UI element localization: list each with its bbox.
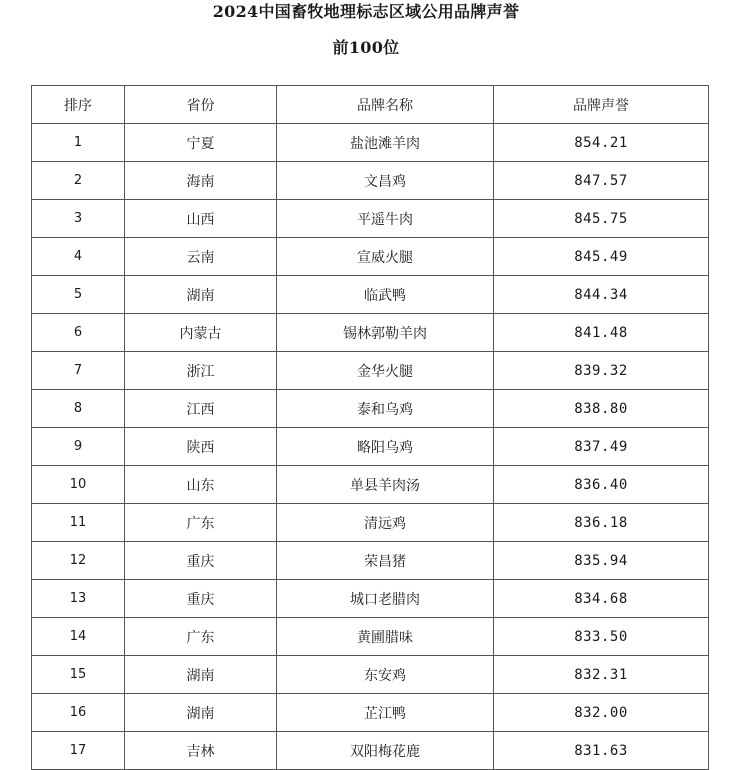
brand-cell: 黄圃腊味 [277,618,494,656]
province-cell: 湖南 [125,276,277,314]
score-cell: 835.94 [494,542,709,580]
table-row [32,162,709,200]
rank-cell: 8 [32,390,125,428]
table-header-row [32,86,709,124]
table-row [32,694,709,732]
province-cell: 重庆 [125,542,277,580]
score-cell: 838.80 [494,390,709,428]
province-cell: 江西 [125,390,277,428]
brand-cell: 盐池滩羊肉 [277,124,494,162]
table-row [32,656,709,694]
table-row [32,124,709,162]
score-cell: 832.31 [494,656,709,694]
score-cell: 836.40 [494,466,709,504]
table-row [32,276,709,314]
table-row [32,732,709,770]
ranking-table [31,85,709,770]
table-row [32,466,709,504]
rank-cell: 12 [32,542,125,580]
table-row [32,200,709,238]
brand-cell: 金华火腿 [277,352,494,390]
header-score: 品牌声誉 [494,86,709,124]
brand-cell: 略阳乌鸡 [277,428,494,466]
province-cell: 海南 [125,162,277,200]
table-row [32,314,709,352]
rank-cell: 10 [32,466,125,504]
rank-cell: 4 [32,238,125,276]
rank-cell: 5 [32,276,125,314]
header-rank: 排序 [32,86,125,124]
score-cell: 844.34 [494,276,709,314]
brand-cell: 锡林郭勒羊肉 [277,314,494,352]
rank-cell: 13 [32,580,125,618]
brand-cell: 泰和乌鸡 [277,390,494,428]
rank-cell: 14 [32,618,125,656]
table-row [32,618,709,656]
brand-cell: 东安鸡 [277,656,494,694]
score-cell: 836.18 [494,504,709,542]
province-cell: 山西 [125,200,277,238]
province-cell: 吉林 [125,732,277,770]
score-cell: 854.21 [494,124,709,162]
rank-cell: 17 [32,732,125,770]
brand-cell: 双阳梅花鹿 [277,732,494,770]
province-cell: 内蒙古 [125,314,277,352]
province-cell: 广东 [125,618,277,656]
brand-cell: 文昌鸡 [277,162,494,200]
score-cell: 845.75 [494,200,709,238]
province-cell: 湖南 [125,656,277,694]
rank-cell: 6 [32,314,125,352]
page-title: 2024中国畜牧地理标志区域公用品牌声誉 [212,2,520,21]
province-cell: 湖南 [125,694,277,732]
table-row [32,352,709,390]
brand-cell: 荣昌猪 [277,542,494,580]
rank-cell: 1 [32,124,125,162]
table-row [32,504,709,542]
score-cell: 834.68 [494,580,709,618]
province-cell: 重庆 [125,580,277,618]
score-cell: 839.32 [494,352,709,390]
table-row [32,428,709,466]
province-cell: 山东 [125,466,277,504]
score-cell: 831.63 [494,732,709,770]
table-row [32,390,709,428]
score-cell: 847.57 [494,162,709,200]
score-cell: 845.49 [494,238,709,276]
province-cell: 宁夏 [125,124,277,162]
table-row [32,238,709,276]
brand-cell: 临武鸭 [277,276,494,314]
rank-cell: 7 [32,352,125,390]
province-cell: 云南 [125,238,277,276]
table-row [32,580,709,618]
brand-cell: 芷江鸭 [277,694,494,732]
province-cell: 广东 [125,504,277,542]
score-cell: 833.50 [494,618,709,656]
page-subtitle: 前100位 [332,38,400,57]
province-cell: 浙江 [125,352,277,390]
brand-cell: 单县羊肉汤 [277,466,494,504]
header-province: 省份 [125,86,277,124]
brand-cell: 清远鸡 [277,504,494,542]
brand-cell: 平遥牛肉 [277,200,494,238]
province-cell: 陕西 [125,428,277,466]
score-cell: 841.48 [494,314,709,352]
brand-cell: 宣威火腿 [277,238,494,276]
rank-cell: 2 [32,162,125,200]
table-row [32,542,709,580]
score-cell: 837.49 [494,428,709,466]
score-cell: 832.00 [494,694,709,732]
table-body [32,124,709,770]
rank-cell: 15 [32,656,125,694]
rank-cell: 3 [32,200,125,238]
brand-cell: 城口老腊肉 [277,580,494,618]
rank-cell: 11 [32,504,125,542]
rank-cell: 9 [32,428,125,466]
rank-cell: 16 [32,694,125,732]
header-brand: 品牌名称 [277,86,494,124]
